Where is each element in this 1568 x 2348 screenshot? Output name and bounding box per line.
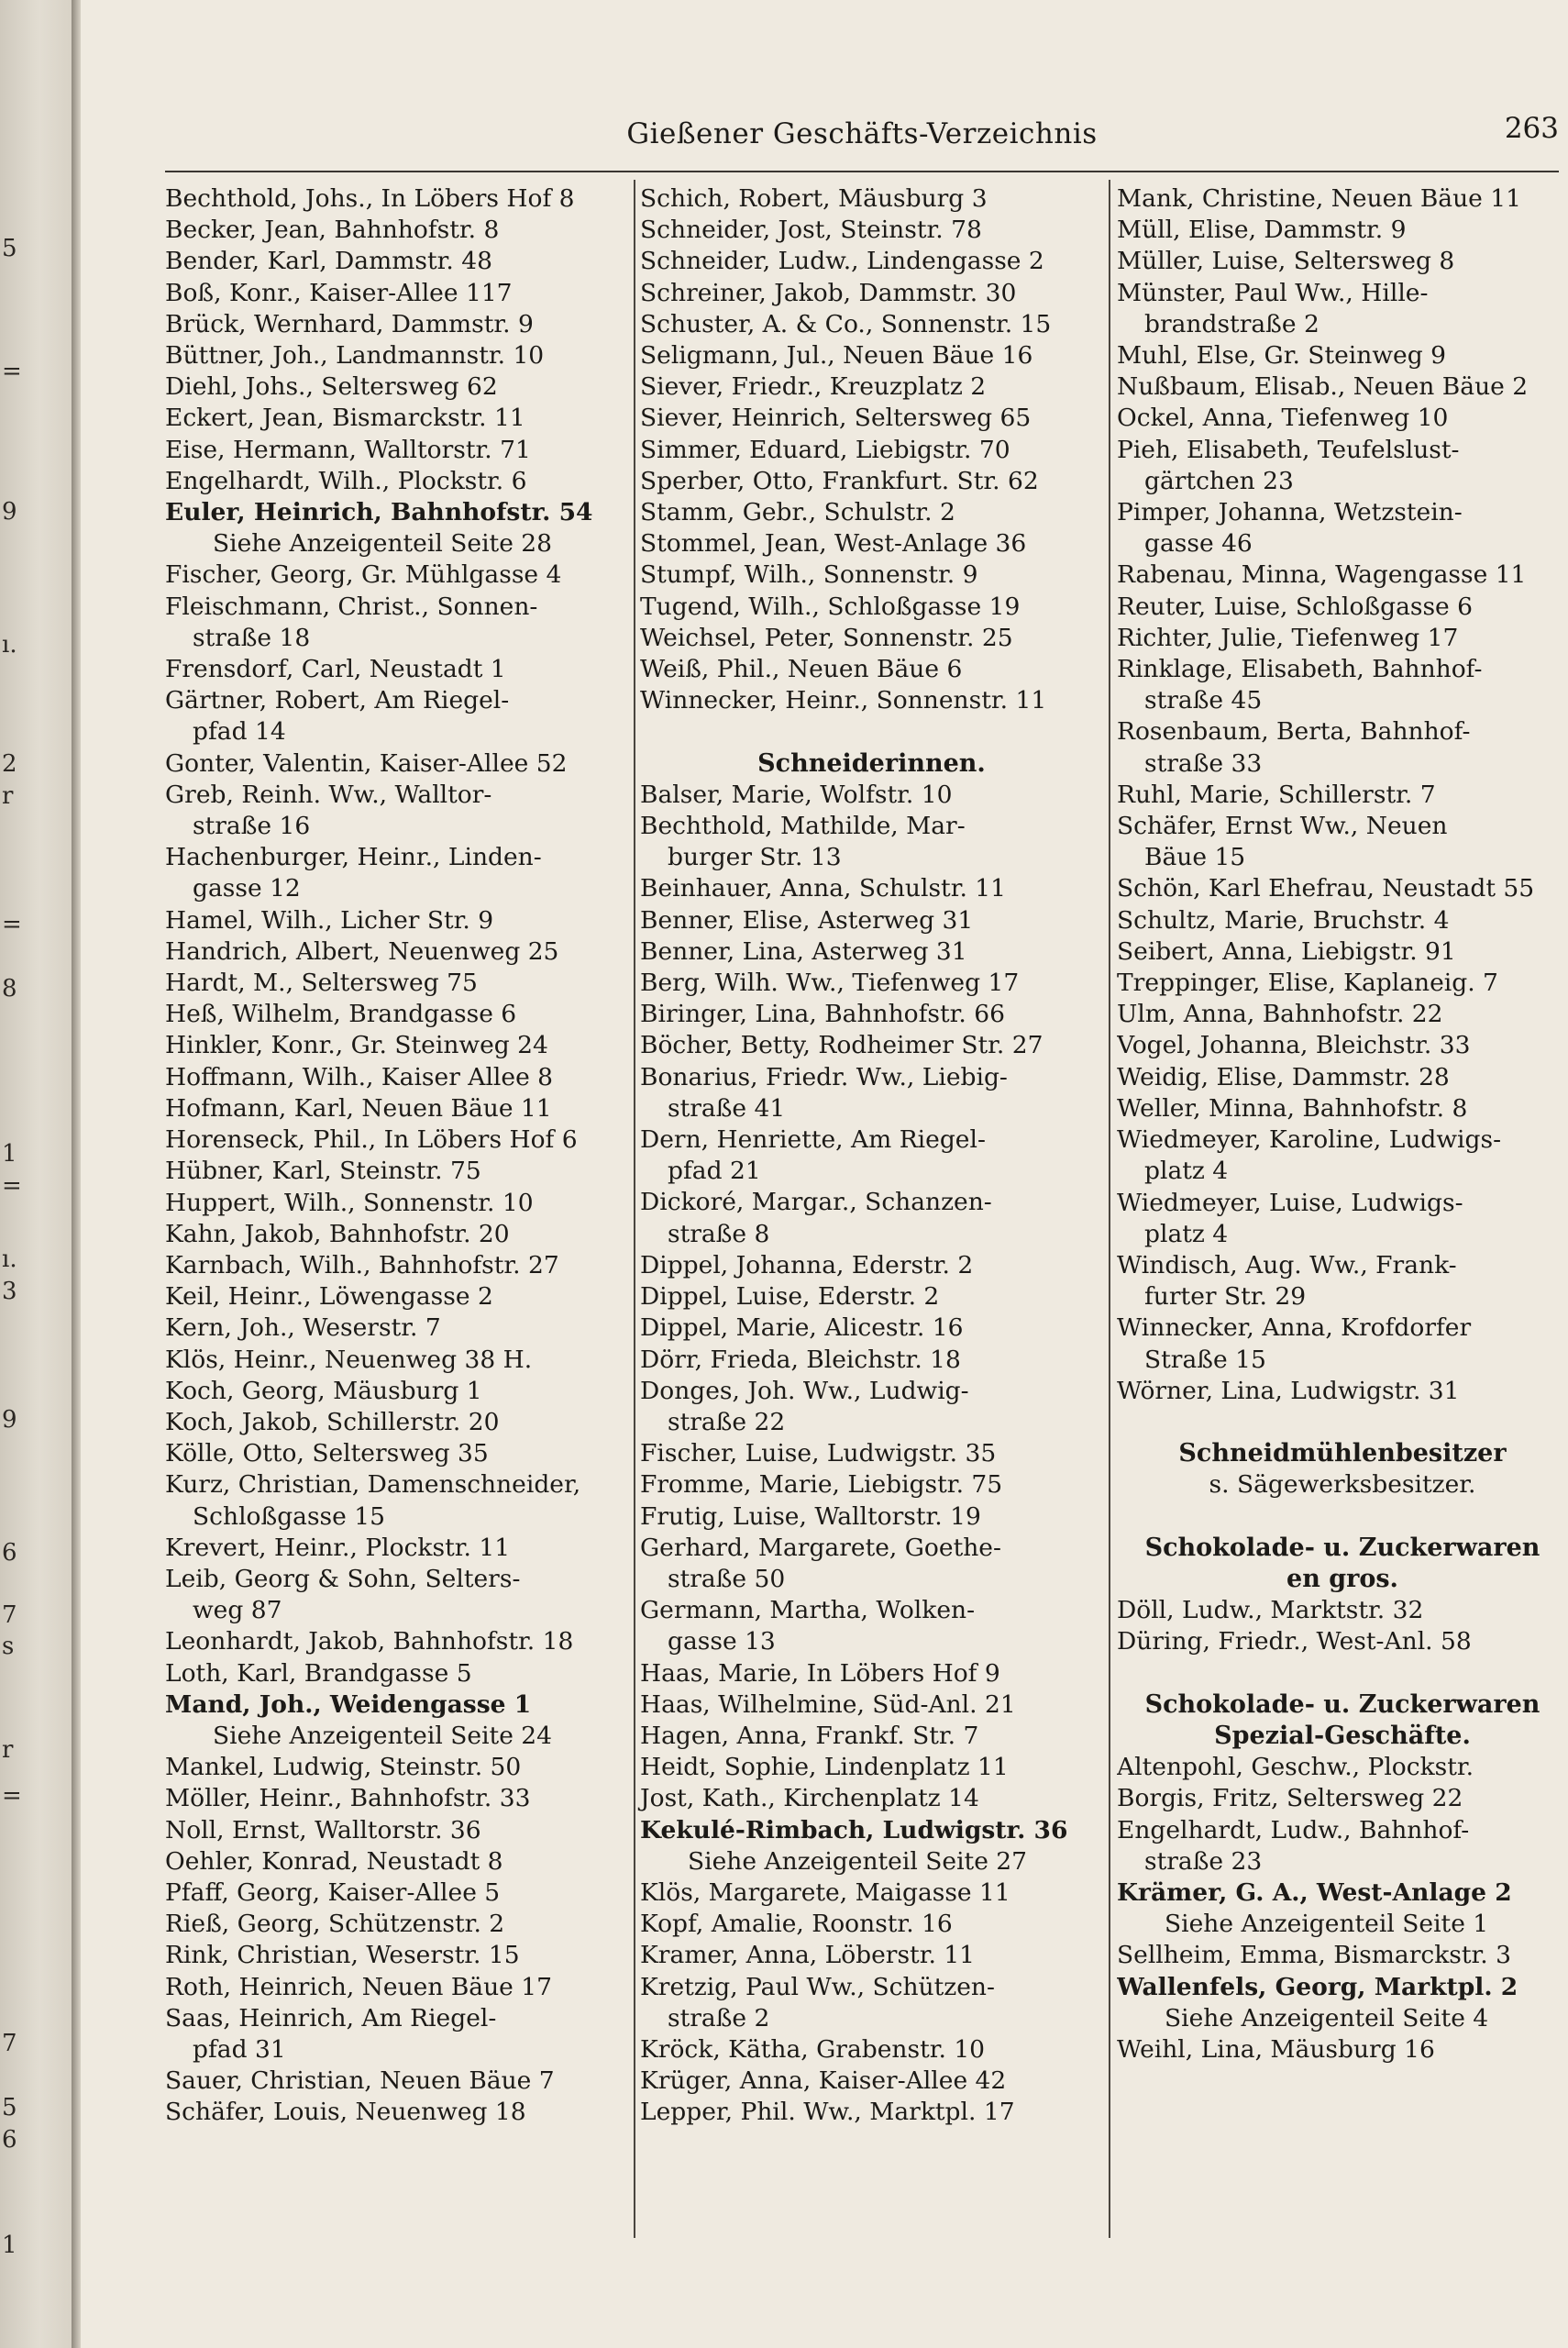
entry-continuation: Straße 15 xyxy=(1144,1345,1266,1374)
directory-entry: Weichsel, Peter, Sonnenstr. 25 xyxy=(640,623,1013,652)
directory-entry: Noll, Ernst, Walltorstr. 36 xyxy=(165,1815,481,1844)
directory-entry: Haas, Wilhelmine, Süd-Anl. 21 xyxy=(640,1689,1016,1719)
directory-entry: Schreiner, Jakob, Dammstr. 30 xyxy=(640,278,1017,307)
directory-entry: Horenseck, Phil., In Löbers Hof 6 xyxy=(165,1125,578,1155)
entry-continuation: weg 87 xyxy=(193,1596,282,1625)
directory-entry: Rabenau, Minna, Wagengasse 11 xyxy=(1117,560,1527,590)
directory-entry: Wiedmeyer, Luise, Ludwigs- xyxy=(1117,1188,1463,1217)
margin-fragment: r xyxy=(2,782,14,810)
entry-continuation: platz 4 xyxy=(1144,1219,1229,1248)
entry-continuation: platz 4 xyxy=(1144,1157,1229,1186)
directory-entry: Heß, Wilhelm, Brandgasse 6 xyxy=(165,1000,517,1029)
directory-entry: Fleischmann, Christ., Sonnen- xyxy=(165,592,538,621)
margin-fragment: 3 xyxy=(2,1278,17,1305)
directory-entry: Kahn, Jakob, Bahnhofstr. 20 xyxy=(165,1219,510,1248)
directory-entry: Hamel, Wilh., Licher Str. 9 xyxy=(165,905,494,935)
directory-entry: Schuster, A. & Co., Sonnenstr. 15 xyxy=(640,309,1052,338)
entry-continuation: straße 8 xyxy=(668,1219,770,1248)
directory-entry: Stumpf, Wilh., Sonnenstr. 9 xyxy=(640,560,978,590)
directory-entry: Bechthold, Johs., In Löbers Hof 8 xyxy=(165,184,575,213)
directory-entry: Leonhardt, Jakob, Bahnhofstr. 18 xyxy=(165,1627,574,1656)
directory-entry: Ruhl, Marie, Schillerstr. 7 xyxy=(1117,780,1436,809)
directory-entry: Fischer, Georg, Gr. Mühlgasse 4 xyxy=(165,560,562,590)
directory-entry: Schäfer, Ernst Ww., Neuen xyxy=(1117,812,1448,841)
directory-entry: Dörr, Frieda, Bleichstr. 18 xyxy=(640,1345,961,1374)
section-heading: Schneidmühlenbesitzer xyxy=(1178,1439,1507,1468)
directory-entry: Dippel, Marie, Alicestr. 16 xyxy=(640,1313,964,1343)
directory-entry: Schön, Karl Ehefrau, Neustadt 55 xyxy=(1117,874,1535,903)
directory-entry: Karnbach, Wilh., Bahnhofstr. 27 xyxy=(165,1250,559,1279)
directory-entry: Bender, Karl, Dammstr. 48 xyxy=(165,247,492,276)
directory-entry: Leib, Georg & Sohn, Selters- xyxy=(165,1564,521,1593)
margin-fragment: 1 xyxy=(2,2232,17,2259)
margin-fragment: = xyxy=(2,358,22,385)
directory-entry: Benner, Lina, Asterweg 31 xyxy=(640,936,967,966)
directory-entry: Stommel, Jean, West-Anlage 36 xyxy=(640,529,1027,559)
section-heading: Schokolade- u. Zuckerwaren xyxy=(1144,1533,1540,1562)
directory-entry: Schneider, Jost, Steinstr. 78 xyxy=(640,216,982,245)
directory-entry: Wörner, Lina, Ludwigstr. 31 xyxy=(1117,1376,1460,1405)
directory-entry: Münster, Paul Ww., Hille- xyxy=(1117,278,1429,307)
directory-entry: Winnecker, Heinr., Sonnenstr. 11 xyxy=(640,686,1047,715)
directory-entry: Dern, Henriette, Am Riegel- xyxy=(640,1125,986,1155)
directory-entry: Ockel, Anna, Tiefenweg 10 xyxy=(1117,404,1449,433)
directory-entry: Muhl, Else, Gr. Steinweg 9 xyxy=(1117,341,1446,371)
directory-entry: Saas, Heinrich, Am Riegel- xyxy=(165,2003,497,2032)
directory-entry: Weller, Minna, Bahnhofstr. 8 xyxy=(1117,1093,1468,1123)
directory-entry: Ulm, Anna, Bahnhofstr. 22 xyxy=(1117,1000,1443,1029)
margin-fragment: ı. xyxy=(2,631,17,659)
running-title: Gießener Geschäfts-Verzeichnis xyxy=(626,117,1098,150)
directory-entry: Engelhardt, Ludw., Bahnhof- xyxy=(1117,1815,1470,1844)
directory-entry: Klös, Margarete, Maigasse 11 xyxy=(640,1877,1010,1907)
directory-column-1 xyxy=(165,183,628,2129)
directory-entry: Kramer, Anna, Löberstr. 11 xyxy=(640,1941,976,1970)
entry-continuation: pfad 21 xyxy=(668,1157,761,1186)
entry-continuation: straße 50 xyxy=(668,1564,786,1593)
page-number: 263 xyxy=(1504,112,1559,145)
directory-entry: Diehl, Johs., Seltersweg 62 xyxy=(165,372,498,402)
entry-continuation: gasse 46 xyxy=(1144,529,1253,559)
directory-entry: Altenpohl, Geschw., Plockstr. xyxy=(1117,1753,1474,1782)
entry-continuation: Schloßgasse 15 xyxy=(193,1501,385,1531)
directory-entry-highlighted: Mand, Joh., Weidengasse 1 xyxy=(165,1689,532,1719)
directory-entry: Schich, Robert, Mäusburg 3 xyxy=(640,184,988,213)
directory-entry: Jost, Kath., Kirchenplatz 14 xyxy=(640,1784,979,1813)
directory-entry: Dippel, Johanna, Ederstr. 2 xyxy=(640,1250,974,1279)
directory-entry: Frensdorf, Carl, Neustadt 1 xyxy=(165,655,506,684)
margin-fragment: = xyxy=(2,911,22,938)
directory-entry-highlighted: Kekulé-Rimbach, Ludwigstr. 36 xyxy=(640,1815,1068,1844)
directory-entry: Benner, Elise, Asterweg 31 xyxy=(640,905,974,935)
directory-entry: Weidig, Elise, Dammstr. 28 xyxy=(1117,1062,1450,1091)
directory-entry: Rosenbaum, Berta, Bahnhof- xyxy=(1117,717,1471,747)
directory-entry: Döll, Ludw., Marktstr. 32 xyxy=(1117,1596,1424,1625)
directory-entry: Rink, Christian, Weserstr. 15 xyxy=(165,1941,520,1970)
entry-continuation: furter Str. 29 xyxy=(1144,1282,1307,1312)
directory-entry: Engelhardt, Wilh., Plockstr. 6 xyxy=(165,466,527,495)
directory-entry: Krevert, Heinr., Plockstr. 11 xyxy=(165,1533,511,1562)
directory-entry: Seibert, Anna, Liebigstr. 91 xyxy=(1117,936,1456,966)
margin-fragment: 5 xyxy=(2,235,17,262)
directory-entry: Müll, Elise, Dammstr. 9 xyxy=(1117,216,1407,245)
margin-fragment: 6 xyxy=(2,1539,17,1567)
directory-entry: Hagen, Anna, Frankf. Str. 7 xyxy=(640,1721,979,1750)
directory-entry: Windisch, Aug. Ww., Frank- xyxy=(1117,1250,1457,1279)
directory-entry: Pieh, Elisabeth, Teufelslust- xyxy=(1117,435,1460,464)
margin-fragment: r xyxy=(2,1736,14,1764)
spacer xyxy=(1117,1658,1568,1689)
margin-fragment: 5 xyxy=(2,2094,17,2121)
advert-reference: Siehe Anzeigenteil Seite 4 xyxy=(1165,2003,1489,2032)
directory-entry: Tugend, Wilh., Schloßgasse 19 xyxy=(640,592,1021,621)
margin-fragment: ı. xyxy=(2,1246,17,1273)
margin-fragment: 2 xyxy=(2,750,17,778)
directory-entry: Hofmann, Karl, Neuen Bäue 11 xyxy=(165,1093,552,1123)
directory-entry: Dippel, Luise, Ederstr. 2 xyxy=(640,1282,940,1312)
directory-entry: Weihl, Lina, Mäusburg 16 xyxy=(1117,2034,1435,2064)
margin-fragment: 6 xyxy=(2,2126,17,2154)
directory-entry-highlighted: Euler, Heinrich, Bahnhofstr. 54 xyxy=(165,498,593,527)
directory-entry: Schneider, Ludw., Lindengasse 2 xyxy=(640,247,1044,276)
directory-entry: Gerhard, Margarete, Goethe- xyxy=(640,1533,1001,1562)
directory-entry: Greb, Reinh. Ww., Walltor- xyxy=(165,780,492,809)
entry-continuation: gärtchen 23 xyxy=(1144,466,1294,495)
margin-fragment: = xyxy=(2,1782,22,1810)
directory-entry: Schäfer, Louis, Neuenweg 18 xyxy=(165,2098,526,2127)
advert-reference: Siehe Anzeigenteil Seite 1 xyxy=(1165,1910,1489,1939)
directory-entry: Böcher, Betty, Rodheimer Str. 27 xyxy=(640,1031,1043,1060)
directory-entry: Nußbaum, Elisab., Neuen Bäue 2 xyxy=(1117,372,1529,402)
directory-entry: Borgis, Fritz, Seltersweg 22 xyxy=(1117,1784,1463,1813)
directory-entry: Frutig, Luise, Walltorstr. 19 xyxy=(640,1501,981,1531)
directory-entry: Kretzig, Paul Ww., Schützen- xyxy=(640,1972,995,2001)
entry-continuation: straße 22 xyxy=(668,1407,786,1436)
directory-entry: Krüger, Anna, Kaiser-Allee 42 xyxy=(640,2066,1007,2096)
directory-entry: Loth, Karl, Brandgasse 5 xyxy=(165,1658,472,1688)
directory-entry: Haas, Marie, In Löbers Hof 9 xyxy=(640,1658,1000,1688)
directory-entry: Boß, Konr., Kaiser-Allee 117 xyxy=(165,278,513,307)
directory-entry: Kurz, Christian, Damenschneider, xyxy=(165,1470,581,1500)
margin-fragment: 9 xyxy=(2,498,17,526)
directory-entry: Mankel, Ludwig, Steinstr. 50 xyxy=(165,1753,522,1782)
directory-entry: Keil, Heinr., Löwengasse 2 xyxy=(165,1282,493,1312)
directory-entry: Koch, Georg, Mäusburg 1 xyxy=(165,1376,482,1405)
directory-entry: Lepper, Phil. Ww., Marktpl. 17 xyxy=(640,2098,1015,2127)
entry-continuation: brandstraße 2 xyxy=(1144,309,1320,338)
directory-entry: Berg, Wilh. Ww., Tiefenweg 17 xyxy=(640,969,1020,998)
directory-entry: Simmer, Eduard, Liebigstr. 70 xyxy=(640,435,1010,464)
directory-entry: Rinklage, Elisabeth, Bahnhof- xyxy=(1117,655,1483,684)
directory-entry: Fischer, Luise, Ludwigstr. 35 xyxy=(640,1439,997,1468)
directory-entry: Germann, Martha, Wolken- xyxy=(640,1596,976,1625)
directory-entry: Kopf, Amalie, Roonstr. 16 xyxy=(640,1910,953,1939)
directory-entry: Becker, Jean, Bahnhofstr. 8 xyxy=(165,216,500,245)
directory-entry: Roth, Heinrich, Neuen Bäue 17 xyxy=(165,1972,552,2001)
directory-entry: Rieß, Georg, Schützenstr. 2 xyxy=(165,1910,505,1939)
directory-entry: Müller, Luise, Seltersweg 8 xyxy=(1117,247,1455,276)
directory-entry: Fromme, Marie, Liebigstr. 75 xyxy=(640,1470,1003,1500)
directory-entry: Handrich, Albert, Neuenweg 25 xyxy=(165,936,559,966)
margin-fragment: 1 xyxy=(2,1140,17,1168)
directory-entry: Donges, Joh. Ww., Ludwig- xyxy=(640,1376,969,1405)
directory-entry-highlighted: Krämer, G. A., West-Anlage 2 xyxy=(1117,1877,1512,1907)
directory-entry: Seligmann, Jul., Neuen Bäue 16 xyxy=(640,341,1033,371)
directory-entry: Mank, Christine, Neuen Bäue 11 xyxy=(1117,184,1521,213)
directory-entry: Möller, Heinr., Bahnhofstr. 33 xyxy=(165,1784,531,1813)
section-note: s. Sägewerksbesitzer. xyxy=(1209,1470,1476,1500)
directory-entry: Koch, Jakob, Schillerstr. 20 xyxy=(165,1407,500,1436)
spacer xyxy=(640,716,1103,748)
margin-fragment: 8 xyxy=(2,975,17,1002)
directory-entry: Reuter, Luise, Schloßgasse 6 xyxy=(1117,592,1474,621)
margin-fragment: 7 xyxy=(2,1601,17,1629)
directory-entry: Eckert, Jean, Bismarckstr. 11 xyxy=(165,404,525,433)
directory-column-3 xyxy=(1117,183,1568,2066)
section-heading: Schokolade- u. Zuckerwaren xyxy=(1144,1689,1540,1719)
entry-continuation: pfad 31 xyxy=(193,2034,286,2064)
directory-entry: Siever, Heinrich, Seltersweg 65 xyxy=(640,404,1032,433)
spacer xyxy=(1117,1501,1568,1533)
directory-entry: Büttner, Joh., Landmannstr. 10 xyxy=(165,341,545,371)
entry-continuation: gasse 12 xyxy=(193,874,301,903)
directory-entry: Balser, Marie, Wolfstr. 10 xyxy=(640,780,953,809)
section-heading: Spezial-Geschäfte. xyxy=(1214,1721,1471,1750)
column-divider xyxy=(1109,180,1110,2238)
directory-entry: Düring, Friedr., West-Anl. 58 xyxy=(1117,1627,1472,1656)
directory-entry: Weiß, Phil., Neuen Bäue 6 xyxy=(640,655,963,684)
directory-entry: Klös, Heinr., Neuenweg 38 H. xyxy=(165,1345,533,1374)
directory-entry: Winnecker, Anna, Krofdorfer xyxy=(1117,1313,1472,1343)
advert-reference: Siehe Anzeigenteil Seite 27 xyxy=(688,1846,1028,1876)
directory-entry: Hoffmann, Wilh., Kaiser Allee 8 xyxy=(165,1062,554,1091)
directory-entry: Treppinger, Elise, Kaplaneig. 7 xyxy=(1117,969,1498,998)
entry-continuation: pfad 14 xyxy=(193,717,286,747)
directory-entry: Hardt, M., Seltersweg 75 xyxy=(165,969,478,998)
directory-entry: Pfaff, Georg, Kaiser-Allee 5 xyxy=(165,1877,501,1907)
margin-fragment: 9 xyxy=(2,1406,17,1434)
directory-entry: Schultz, Marie, Bruchstr. 4 xyxy=(1117,905,1450,935)
directory-entry: Gonter, Valentin, Kaiser-Allee 52 xyxy=(165,748,568,778)
header-rule xyxy=(165,171,1559,172)
directory-entry: Sauer, Christian, Neuen Bäue 7 xyxy=(165,2066,555,2096)
entry-continuation: straße 23 xyxy=(1144,1846,1263,1876)
entry-continuation: straße 41 xyxy=(668,1093,786,1123)
directory-entry: Brück, Wernhard, Dammstr. 9 xyxy=(165,309,534,338)
directory-entry: Beinhauer, Anna, Schulstr. 11 xyxy=(640,874,1007,903)
directory-entry: Stamm, Gebr., Schulstr. 2 xyxy=(640,498,955,527)
page-header xyxy=(165,112,1559,163)
directory-entry: Huppert, Wilh., Sonnenstr. 10 xyxy=(165,1188,534,1217)
page-fold-shadow xyxy=(72,0,81,2348)
entry-continuation: straße 16 xyxy=(193,812,311,841)
entry-continuation: straße 2 xyxy=(668,2003,770,2032)
section-heading: Schneiderinnen. xyxy=(757,748,986,778)
directory-entry: Heidt, Sophie, Lindenplatz 11 xyxy=(640,1753,1009,1782)
directory-entry: Hachenburger, Heinr., Linden- xyxy=(165,843,542,872)
directory-entry: Bechthold, Mathilde, Mar- xyxy=(640,812,966,841)
directory-entry: Dickoré, Margar., Schanzen- xyxy=(640,1188,992,1217)
directory-entry: Kröck, Kätha, Grabenstr. 10 xyxy=(640,2034,986,2064)
entry-continuation: straße 33 xyxy=(1144,748,1263,778)
directory-entry-highlighted: Wallenfels, Georg, Marktpl. 2 xyxy=(1117,1972,1518,2001)
section-heading: en gros. xyxy=(1286,1564,1398,1593)
advert-reference: Siehe Anzeigenteil Seite 28 xyxy=(213,529,553,559)
entry-continuation: straße 18 xyxy=(193,623,311,652)
directory-entry: Oehler, Konrad, Neustadt 8 xyxy=(165,1846,503,1876)
column-divider xyxy=(634,180,635,2238)
directory-entry: Kölle, Otto, Seltersweg 35 xyxy=(165,1439,489,1468)
margin-fragment: = xyxy=(2,1172,22,1200)
directory-entry: Biringer, Lina, Bahnhofstr. 66 xyxy=(640,1000,1006,1029)
directory-entry: Sperber, Otto, Frankfurt. Str. 62 xyxy=(640,466,1039,495)
advert-reference: Siehe Anzeigenteil Seite 24 xyxy=(213,1721,553,1750)
directory-entry: Wiedmeyer, Karoline, Ludwigs- xyxy=(1117,1125,1502,1155)
entry-continuation: straße 45 xyxy=(1144,686,1263,715)
directory-entry: Kern, Joh., Weserstr. 7 xyxy=(165,1313,441,1343)
margin-fragment: 7 xyxy=(2,2030,17,2057)
directory-column-2 xyxy=(640,183,1103,2129)
directory-entry: Hübner, Karl, Steinstr. 75 xyxy=(165,1157,481,1186)
directory-entry: Hinkler, Konr., Gr. Steinweg 24 xyxy=(165,1031,548,1060)
directory-entry: Siever, Friedr., Kreuzplatz 2 xyxy=(640,372,987,402)
entry-continuation: Bäue 15 xyxy=(1144,843,1246,872)
directory-entry: Richter, Julie, Tiefenweg 17 xyxy=(1117,623,1459,652)
directory-entry: Pimper, Johanna, Wetzstein- xyxy=(1117,498,1463,527)
directory-entry: Vogel, Johanna, Bleichstr. 33 xyxy=(1117,1031,1471,1060)
margin-fragment: s xyxy=(2,1633,15,1660)
directory-entry: Sellheim, Emma, Bismarckstr. 3 xyxy=(1117,1941,1511,1970)
entry-continuation: burger Str. 13 xyxy=(668,843,842,872)
entry-continuation: gasse 13 xyxy=(668,1627,776,1656)
spacer xyxy=(1117,1407,1568,1438)
directory-entry: Bonarius, Friedr. Ww., Liebig- xyxy=(640,1062,1008,1091)
directory-entry: Gärtner, Robert, Am Riegel- xyxy=(165,686,510,715)
directory-entry: Eise, Hermann, Walltorstr. 71 xyxy=(165,435,531,464)
